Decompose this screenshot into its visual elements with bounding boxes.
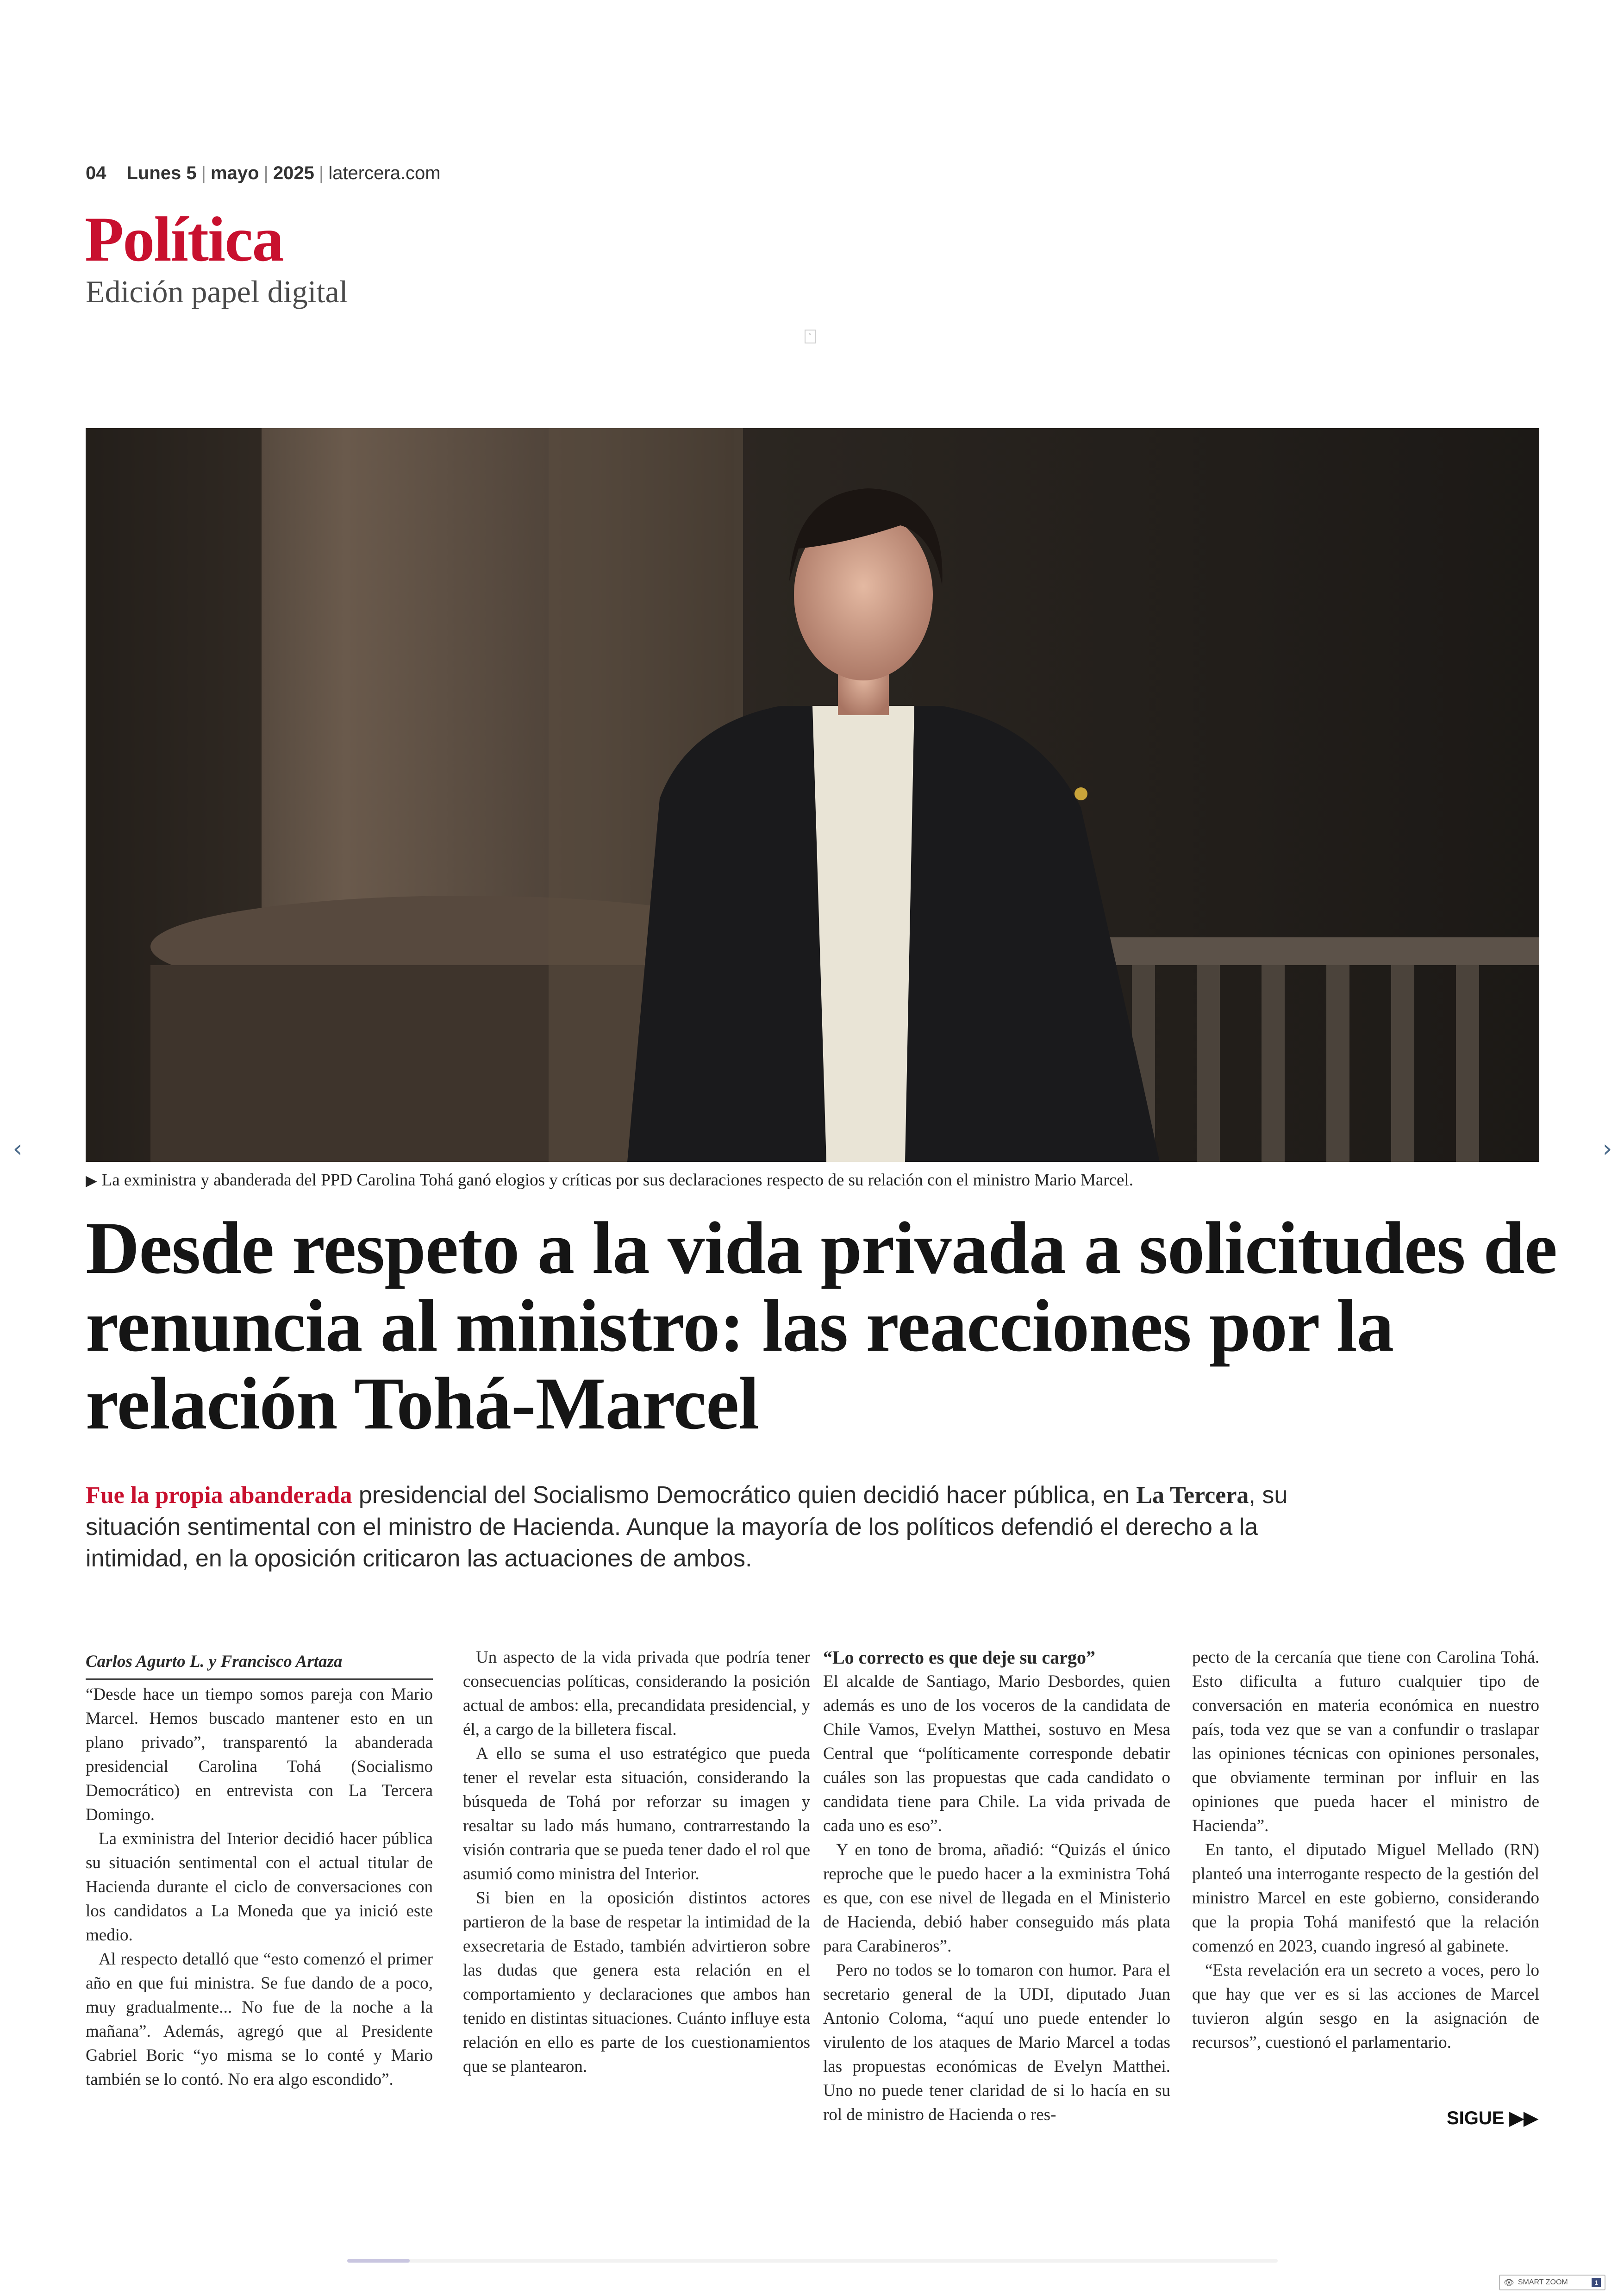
page-number: 04 <box>86 163 106 183</box>
smart-zoom-page-badge: 1 <box>1592 2278 1601 2287</box>
smart-zoom-button[interactable] <box>1499 2275 1605 2290</box>
article-headline: Desde respeto a la vida privada a solicitudes de renuncia al ministro: las reacciones por la relación Tohá-Marcel <box>86 1207 1557 1445</box>
paragraph: Un aspecto de la vida privada que podría tener consecuencias políticas, considerando la posición actual de ambos: ella, precandidata presidencial, y él, a cargo de la billetera fiscal. <box>463 1648 810 1739</box>
section-title: Política <box>85 204 283 274</box>
edition-subtitle: Edición papel digital <box>86 274 348 309</box>
lead-highlight: Fue la propia abanderada <box>86 1482 352 1509</box>
section-subhead: “Lo correcto es que deje su cargo” <box>823 1647 1096 1668</box>
continue-link[interactable]: SIGUE ▶▶ <box>1447 2108 1538 2128</box>
page-scroll-track[interactable] <box>347 2259 1278 2263</box>
site-link[interactable]: latercera.com <box>328 163 441 183</box>
byline: Carlos Agurto L. y Francisco Artaza <box>86 1652 433 1680</box>
previous-page-button[interactable]: ‹ <box>12 1135 23 1163</box>
paragraph: Pero no todos se lo tomaron con humor. Para el secretario general de la UDI, diputado Juan Antonio Coloma, “aquí uno puede entender lo virulento de los ataques de Mario Marcel a todas las propuestas económicas de Evelyn Matthei. Uno no puede tener claridad de si lo hacía en su rol de ministro de Hacienda o res- <box>823 1961 1170 2124</box>
article-lead <box>86 1479 1363 1574</box>
paragraph: “Desde hace un tiempo somos pareja con Mario Marcel. Hemos buscado mantener esto en un plano privado”, transparentó la abanderada presidencial Carolina Tohá (Socialismo Democrático) en entrevista con La Tercera Domingo. <box>86 1685 433 1824</box>
date-day: Lunes 5 <box>126 163 197 183</box>
paragraph: “Esta revelación era un secreto a voces, pero lo que hay que ver es si las acciones de Marcel tuvieron algún sesgo en la asignación de recursos”, cuestionó el parlamentario. <box>1192 1961 1539 2052</box>
paragraph: En tanto, el diputado Miguel Mellado (RN) planteó una interrogante respecto de la gestión del ministro Marcel en este gobierno, considerando que la propia Tohá manifestó que la relación comenzó en 2023, cuando ingresó al gabinete. <box>1192 1840 1539 1956</box>
article-column-4 <box>1192 1646 1539 2055</box>
eye-icon: 👁 <box>1504 2277 1514 2287</box>
portrait-illustration <box>86 428 1539 1162</box>
lead-publication: La Tercera <box>1136 1482 1249 1509</box>
caption-arrow-icon: ▶ <box>86 1172 97 1189</box>
date-year: 2025 <box>273 163 314 183</box>
dateline: 04 Lunes 5 | mayo | 2025 | latercera.com <box>86 163 441 183</box>
smart-zoom-label: SMART ZOOM <box>1518 2278 1568 2286</box>
lead-text-2: , su situación sentimental con el ministro de Hacienda. Aunque la mayoría de los políticos defendió el derecho a la intimidad, en la oposición criticaron las actuaciones de ambos. <box>86 1482 1288 1572</box>
paragraph: La exministra del Interior decidió hacer pública su situación sentimental con el actual titular de Hacienda durante el ciclo de conversaciones con los candidatos a La Moneda que ya inició este medio. <box>86 1829 433 1945</box>
paragraph: Y en tono de broma, añadió: “Quizás el único reproche que le puedo hacer a la exministra Tohá es que, con ese nivel de llegada en el Ministerio de Hacienda, debió haber conseguido más plata para Carabineros”. <box>823 1840 1170 1956</box>
date-month: mayo <box>211 163 259 183</box>
article-column-3 <box>823 1646 1170 2127</box>
next-page-button[interactable]: › <box>1602 1135 1612 1163</box>
paragraph: A ello se suma el uso estratégico que pueda tener el revelar esta situación, considerando la búsqueda de Tohá por reforzar su imagen y resaltar su lado más humano, contrarrestando la visión contraria que se pueda tener dado el rol que asumió como ministra del Interior. <box>463 1744 810 1883</box>
article-column-1 <box>86 1652 433 2092</box>
paragraph: Si bien en la oposición distintos actores partieron de la base de respetar la intimidad de la exsecretaria de Estado, también advirtieron sobre las dudas que genera esta relación en el comportamiento y declaraciones que ambos han tenido en distintas situaciones. Cuánto influye esta relación en ello es parte de los cuestionamientos que se plantearon. <box>463 1889 810 2076</box>
hero-photo <box>86 428 1539 1162</box>
photo-caption-text: La exministra y abanderada del PPD Carolina Tohá ganó elogios y críticas por sus declaraciones respecto de su relación con el ministro Mario Marcel. <box>101 1171 1133 1190</box>
page-marker-icon: ▫ <box>805 330 816 343</box>
paragraph: pecto de la cercanía que tiene con Carolina Tohá. Esto dificulta a futuro cualquier tipo de conversación en materia económica en nuestro país, toda vez que se van a confundir o traslapar las opiniones técnicas con opiniones personales, que obviamente terminan por influir en las opiniones que pueda hacer el ministro de Hacienda”. <box>1192 1648 1539 1835</box>
paragraph: El alcalde de Santiago, Mario Desbordes, quien además es uno de los voceros de la candidata de Chile Vamos, Evelyn Matthei, sostuvo en Mesa Central que “políticamente corresponde debatir cuáles son las propuestas que cada candidato o candidata tiene para Chile. La vida privada de cada uno es eso”. <box>823 1672 1170 1835</box>
lead-text-1: presidencial del Socialismo Democrático quien decidió hacer pública, en <box>352 1482 1137 1509</box>
paragraph: Al respecto detalló que “esto comenzó el primer año en que fui ministra. Se fue dando de a poco, muy gradualmente... No fue de la noche a la mañana”. Además, agregó que al Presidente Gabriel Boric “yo misma se lo conté y Mario también se lo contó. No era algo escondido”. <box>86 1950 433 2089</box>
page-scroll-thumb[interactable] <box>347 2259 410 2263</box>
photo-caption <box>86 1170 1133 1190</box>
article-column-2 <box>463 1646 810 2079</box>
